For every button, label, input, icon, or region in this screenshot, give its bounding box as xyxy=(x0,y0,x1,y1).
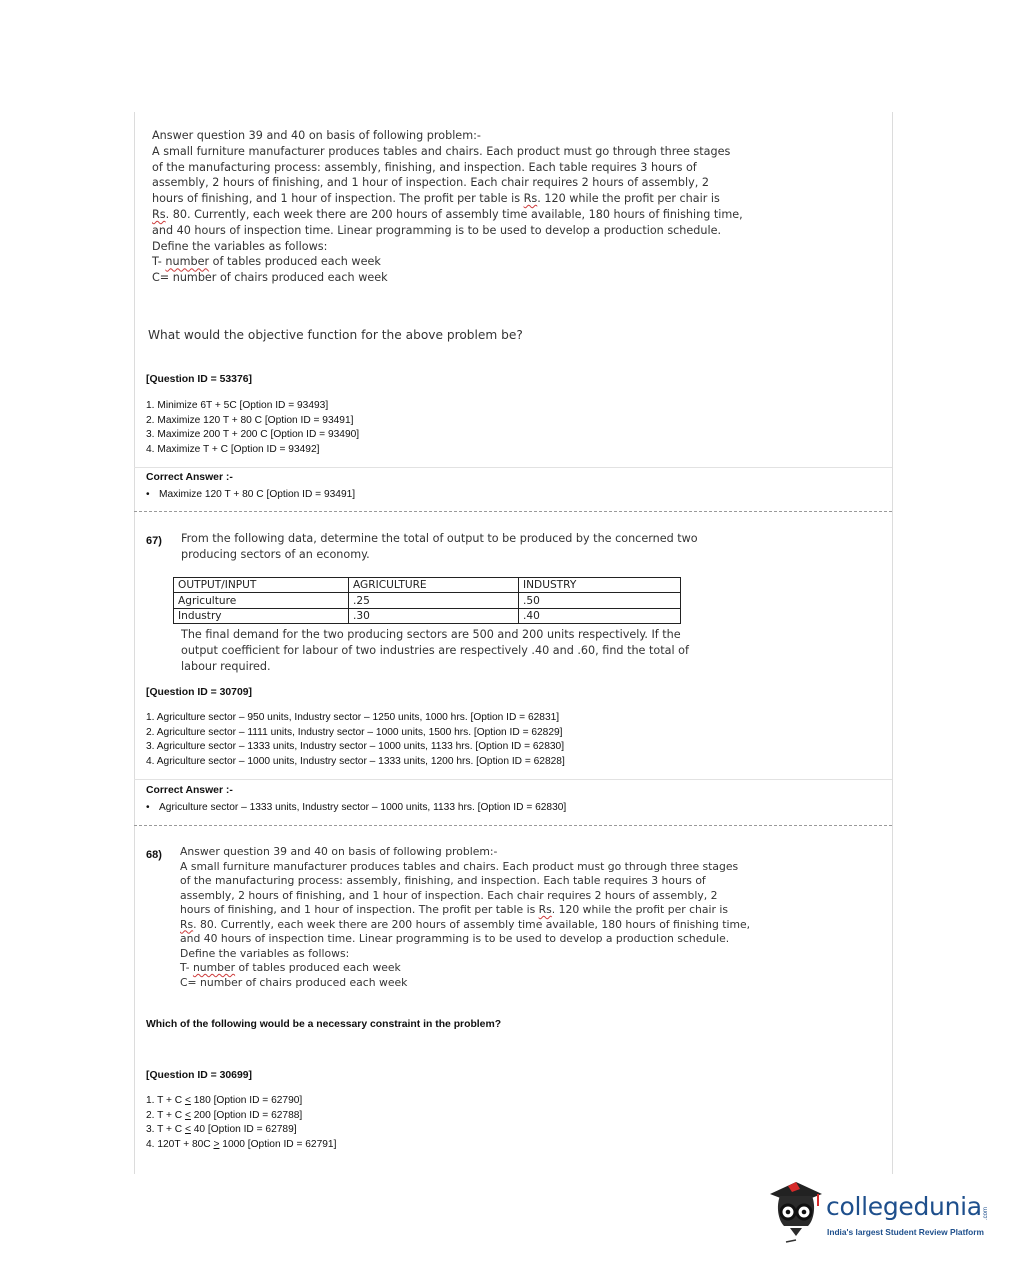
option-item xyxy=(146,1138,336,1153)
problem-line-tail: . 80. Currently, each week there are 200 hours of assembly time available, 180 hours of finishing time, xyxy=(193,917,751,931)
problem-line: A small furniture manufacturer produces tables and chairs. Each product must go through three stages xyxy=(152,144,731,158)
option-item: 3. Maximize 200 T + 200 C [Option ID = 93490] xyxy=(146,429,360,441)
problem-line: and 40 hours of inspection time. Linear programming is to be used to develop a production schedule. xyxy=(180,932,730,945)
correct-answer xyxy=(146,489,355,500)
option-item: 1. Minimize 6T + 5C [Option ID = 93493] xyxy=(146,400,329,411)
logo-wordmark: collegedunia xyxy=(826,1192,982,1221)
option-text: 3. T + C xyxy=(146,1124,185,1136)
var-t-word: number xyxy=(192,961,236,974)
left-margin-rule xyxy=(134,112,135,1174)
inequality-sign: < xyxy=(184,1124,191,1136)
bullet: • xyxy=(146,802,150,813)
var-t-suffix: of tables produced each week xyxy=(235,961,401,974)
question-66-id: [Question ID = 53376] xyxy=(146,374,252,385)
table-row xyxy=(174,593,681,608)
rs-word: Rs xyxy=(152,207,166,221)
intro-line: producing sectors of an economy. xyxy=(181,547,370,561)
problem-line-tail: . 120 while the profit per chair is xyxy=(537,192,720,206)
option-item xyxy=(146,1109,336,1124)
problem-line: A small furniture manufacturer produces tables and chairs. Each product must go through three stages xyxy=(180,859,739,873)
inequality-sign: > xyxy=(213,1138,220,1150)
problem-line: assembly, 2 hours of finishing, and 1 hour of inspection. Each chair requires 2 hours of assembly, 2 xyxy=(152,176,709,190)
var-t-suffix: of tables produced each week xyxy=(209,255,381,269)
logo-tagline: India's largest Student Review Platform xyxy=(827,1227,984,1237)
right-margin-rule xyxy=(892,112,893,1174)
option-text: 180 [Option ID = 62790] xyxy=(190,1095,303,1106)
option-item: 2. Maximize 120 T + 80 C [Option ID = 93491] xyxy=(146,414,354,426)
correct-answer-label: Correct Answer :- xyxy=(146,472,233,483)
question-67-options xyxy=(146,711,565,769)
table-header-cell: INDUSTRY xyxy=(519,578,681,593)
question-66-text: What would the objective function for the above problem be? xyxy=(148,328,523,342)
correct-answer-text: Maximize 120 T + 80 C [Option ID = 93491] xyxy=(159,489,356,500)
table-row xyxy=(174,608,681,623)
variable-c: C= number of chairs produced each week xyxy=(180,975,408,989)
problem-line xyxy=(180,903,750,918)
question-67-outro xyxy=(181,627,689,674)
inequality-sign: < xyxy=(184,1095,191,1106)
question-number: 68) xyxy=(146,849,162,861)
table-header-row xyxy=(174,578,681,593)
table-cell: .50 xyxy=(519,593,681,608)
option-text: 200 [Option ID = 62788] xyxy=(190,1109,303,1121)
input-output-table xyxy=(173,577,681,624)
correct-answer-text: Agriculture sector – 1333 units, Industry sector – 1000 units, 1133 hrs. [Option ID = 62830] xyxy=(159,802,567,813)
problem-line xyxy=(152,207,743,223)
outro-line: output coefficient for labour of two industries are respectively .40 and .60, find the total of xyxy=(181,643,689,657)
question-67-intro xyxy=(181,531,698,563)
inequality-sign: < xyxy=(184,1109,191,1121)
problem-line-tail: . 120 while the profit per chair is xyxy=(551,903,728,916)
question-68-id: [Question ID = 30699] xyxy=(146,1070,252,1081)
var-t-word: number xyxy=(165,255,210,269)
var-t-prefix: T- xyxy=(180,961,193,974)
table-cell: Industry xyxy=(174,608,349,623)
logo-tld: .com xyxy=(983,1206,989,1220)
problem-statement-2 xyxy=(180,845,750,990)
question-number: 67) xyxy=(146,535,162,547)
problem-line: Define the variables as follows: xyxy=(180,946,350,960)
problem-header: Answer question 39 and 40 on basis of following problem:- xyxy=(180,845,498,858)
outro-line: labour required. xyxy=(181,659,271,673)
rs-word: Rs xyxy=(538,903,552,916)
rs-word: Rs xyxy=(523,192,538,206)
problem-line: assembly, 2 hours of finishing, and 1 hour of inspection. Each chair requires 2 hours of assembly, 2 xyxy=(180,888,718,902)
table-cell: Agriculture xyxy=(174,593,349,608)
question-separator xyxy=(134,825,892,826)
problem-line: of the manufacturing process: assembly, finishing, and inspection. Each table requires 3 hours of xyxy=(152,160,697,174)
option-text: 1000 [Option ID = 62791] xyxy=(219,1138,337,1150)
variable-t xyxy=(180,961,750,976)
correct-answer xyxy=(146,802,566,813)
collegedunia-mascot-icon xyxy=(766,1176,826,1248)
question-separator xyxy=(134,511,892,512)
question-67-id: [Question ID = 30709] xyxy=(146,687,252,698)
outro-line: The final demand for the two producing sectors are 500 and 200 units respectively. If the xyxy=(181,628,681,641)
question-66-options xyxy=(146,399,359,457)
option-item: 3. Agriculture sector – 1333 units, Industry sector – 1000 units, 1133 hrs. [Option ID = 62830] xyxy=(146,741,565,753)
option-item xyxy=(146,1094,336,1109)
var-t-prefix: T- xyxy=(152,255,166,269)
divider xyxy=(134,779,892,780)
problem-line: hours of finishing, and 1 hour of inspection. The profit per table is xyxy=(180,903,539,916)
bullet: • xyxy=(146,489,150,500)
option-item: 4. Maximize T + C [Option ID = 93492] xyxy=(146,443,320,455)
option-text: 1. T + C xyxy=(146,1095,185,1106)
option-item: 1. Agriculture sector – 950 units, Industry sector – 1250 units, 1000 hrs. [Option ID = 62831] xyxy=(146,712,560,723)
problem-header: Answer question 39 and 40 on basis of following problem:- xyxy=(152,129,481,142)
question-68-options xyxy=(146,1094,336,1152)
rs-word: Rs xyxy=(180,917,194,931)
problem-line-tail: . 80. Currently, each week there are 200 hours of assembly time available, 180 hours of finishing time, xyxy=(165,207,743,221)
divider xyxy=(134,467,892,468)
problem-statement-1 xyxy=(152,128,743,286)
problem-line: of the manufacturing process: assembly, finishing, and inspection. Each table requires 3 hours of xyxy=(180,874,706,887)
option-item: 4. Agriculture sector – 1000 units, Industry sector – 1333 units, 1200 hrs. [Option ID = 62828] xyxy=(146,755,565,767)
table-cell: .30 xyxy=(349,608,519,623)
option-text: 4. 120T + 80C xyxy=(146,1138,214,1150)
problem-line: hours of finishing, and 1 hour of inspection. The profit per table is xyxy=(152,192,524,206)
intro-line: From the following data, determine the total of output to be produced by the concerned two xyxy=(181,532,698,545)
option-text: 40 [Option ID = 62789] xyxy=(190,1124,297,1136)
problem-line xyxy=(152,191,743,207)
table-cell: .40 xyxy=(519,608,681,623)
variable-t xyxy=(152,254,743,270)
option-item xyxy=(146,1123,336,1138)
table-cell: .25 xyxy=(349,593,519,608)
problem-line xyxy=(180,918,750,933)
problem-line: and 40 hours of inspection time. Linear programming is to be used to develop a production schedule. xyxy=(152,223,722,237)
table-header-cell: AGRICULTURE xyxy=(349,578,519,593)
problem-line: Define the variables as follows: xyxy=(152,239,328,253)
variable-c: C= number of chairs produced each week xyxy=(152,271,388,285)
correct-answer-label: Correct Answer :- xyxy=(146,785,233,796)
option-item: 2. Agriculture sector – 1111 units, Industry sector – 1000 units, 1500 hrs. [Option ID = 62829] xyxy=(146,726,563,738)
table-header-cell: OUTPUT/INPUT xyxy=(174,578,349,593)
question-68-text: Which of the following would be a necessary constraint in the problem? xyxy=(146,1019,502,1030)
option-text: 2. T + C xyxy=(146,1109,185,1121)
